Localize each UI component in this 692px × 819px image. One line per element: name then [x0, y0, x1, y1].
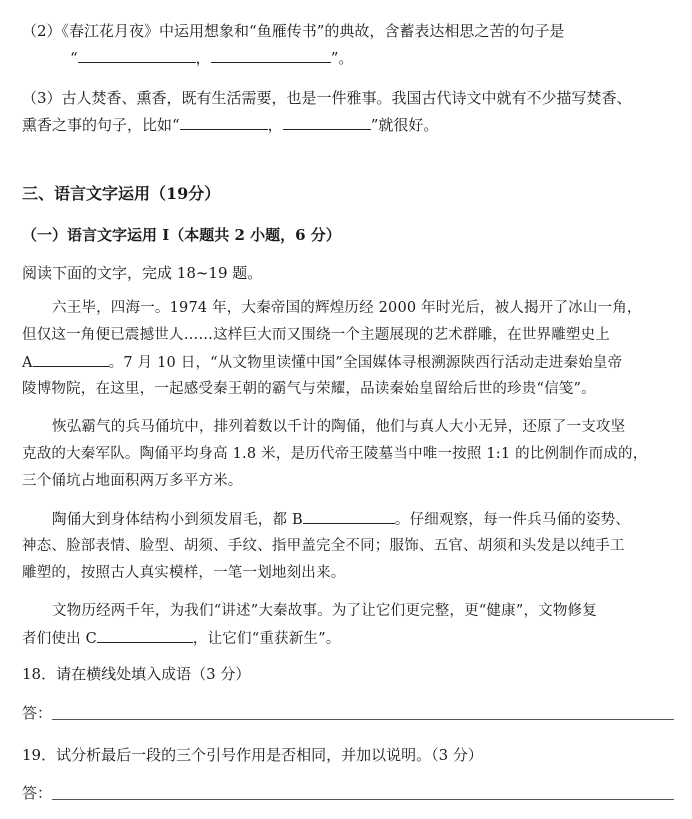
passage-p4-line-1: 文物历经两千年，为我们“讲述”大秦故事。为了让它们更完整，更“健康”，文物修复: [52, 603, 597, 619]
passage-p3-line-1-rest: 。仔细观察，每一件兵马俑的姿势、: [394, 512, 631, 528]
passage-p3-prefix: 陶俑大到身体结构小到须发眉毛，都 B: [52, 512, 303, 528]
passage-p4-prefix: 者们使出 C: [22, 631, 97, 647]
answer-19-label: 答：: [22, 784, 53, 802]
instruction: 阅读下面的文字，完成 18~19 题。: [22, 264, 263, 282]
q3-suffix: ”就很好。: [370, 116, 439, 134]
blank-c[interactable]: [97, 628, 193, 643]
passage-p4-line-2-rest: ，让它们“重获新生”。: [192, 631, 341, 647]
q2-open-quote: “: [70, 49, 78, 67]
answer-18-label: 答：: [22, 704, 53, 722]
passage-p1-line-4: 陵博物院，在这里，一起感受秦王朝的霸气与荣耀，品读秦始皇留给后世的珍贵“信笺”。: [22, 381, 596, 397]
q3-prefix: 熏香之事的句子，比如“: [22, 116, 180, 134]
blank-a[interactable]: [33, 352, 109, 367]
q3-comma: ，: [267, 116, 283, 134]
passage-p2-line-1: 恢弘霸气的兵马俑坑中，排列着数以千计的陶俑，他们与真人大小无异，还原了一支攻坚: [52, 419, 626, 435]
q2-close-quote: ”。: [330, 49, 354, 67]
section-subtitle: （一）语言文字运用 I（本题共 2 小题，6 分）: [22, 226, 341, 244]
passage-p3-line-3: 雕塑的，按照古人真实模样，一笔一划地刻出来。: [22, 565, 346, 581]
blank-b[interactable]: [303, 509, 395, 524]
passage-p4-line-2: [22, 628, 340, 649]
passage-p2-line-2: 克敌的大秦军队。陶俑平均身高 1.8 米，是历代帝王陵墓当中唯一按照 1:1 的比例制作而成的，: [22, 446, 648, 462]
q3-line-2: [22, 115, 438, 135]
q2-comma: ，: [195, 49, 211, 67]
passage-p1-line-3-rest: 。7 月 10 日，“从文物里读懂中国”全国媒体寻根溯源陕西行活动走进秦始皇帝: [108, 355, 623, 371]
q2-blank-2[interactable]: [211, 48, 331, 63]
q2-line-2: [70, 48, 353, 68]
q2-blank-1[interactable]: [78, 48, 196, 63]
passage-p3-line-2: 神态、脸部表情、脸型、胡须、手纹、指甲盖完全不同；服饰、五官、胡须和头发是以纯手工: [22, 538, 625, 554]
question-18: 18．请在横线处填入成语（3 分）: [22, 665, 251, 683]
answer-18-line[interactable]: [52, 718, 674, 720]
passage-p1-line-3: [22, 352, 622, 373]
q3-blank-2[interactable]: [283, 115, 371, 130]
q2-line-1: （2）《春江花月夜》中运用想象和“鱼雁传书”的典故，含蓄表达相思之苦的句子是: [22, 22, 565, 40]
section-title: 三、语言文字运用（19分）: [22, 184, 221, 203]
passage-p3-line-1: [52, 509, 630, 530]
q3-line-1: （3）古人焚香、熏香，既有生活需要，也是一件雅事。我国古代诗文中就有不少描写焚香、: [22, 89, 632, 107]
passage-p1-line-2: 但仅这一角便已震撼世人……这样巨大而又围绕一个主题展现的艺术群雕，在世界雕塑史上: [22, 327, 610, 343]
passage-p1-line-1: 六王毕，四海一。1974 年，大秦帝国的辉煌历经 2000 年时光后，被人揭开了冰山一角，: [52, 300, 642, 316]
blank-a-label: A: [22, 355, 33, 371]
q3-blank-1[interactable]: [180, 115, 268, 130]
answer-19-line[interactable]: [52, 798, 674, 800]
passage-p2-line-3: 三个俑坑占地面积两万多平方米。: [22, 473, 243, 489]
question-19: 19．试分析最后一段的三个引号作用是否相同，并加以说明。（3 分）: [22, 746, 483, 764]
